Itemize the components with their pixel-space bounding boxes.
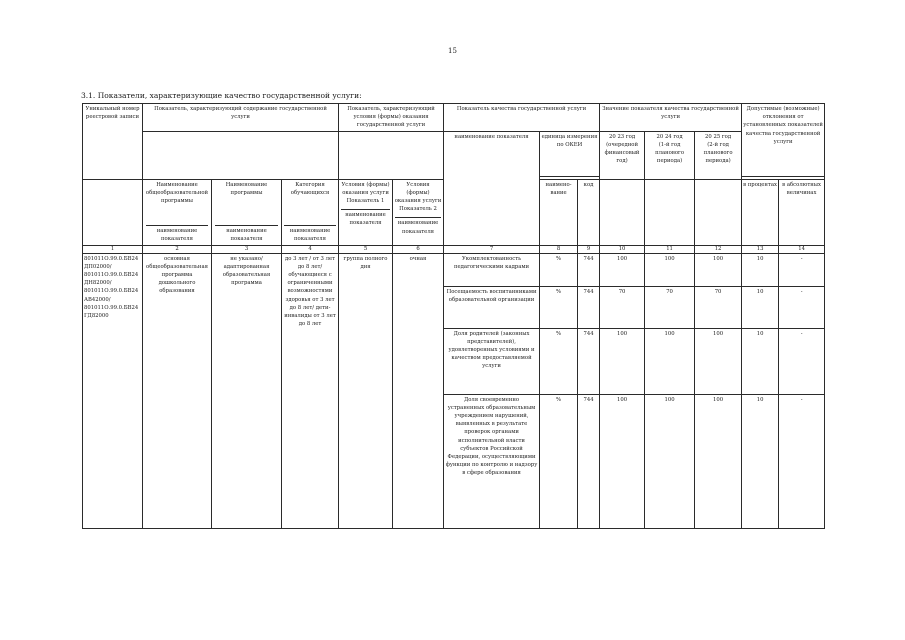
indicator-year-3: 70	[695, 286, 742, 328]
header-percent: в процентах	[742, 179, 779, 245]
category-value: до 3 лет / от 3 лет до 8 лет/ обучающиеся с ограниченными возможностями здоровья от 3 лет до 8 лет/ дети-инвалиды от 3 лет до 8 лет	[282, 253, 339, 528]
indicator-unit: %	[540, 286, 578, 328]
header-conditions-empty	[339, 131, 444, 179]
header-quality-group: Показатель качества государственной услуги	[444, 104, 600, 132]
col-number: 12	[695, 245, 742, 253]
indicator-deviation-percent: 10	[742, 253, 779, 286]
header-year-1-spacer	[600, 179, 645, 245]
condition-1-value: группа полного дня	[339, 253, 393, 528]
indicator-deviation-absolute: -	[779, 328, 825, 394]
header-indicator-name: наименование показателя	[444, 131, 540, 245]
col-number: 9	[578, 245, 600, 253]
header-values-group: Значение показателя качества государственной услуги	[600, 104, 742, 132]
indicator-code: 744	[578, 286, 600, 328]
program-value: не указано/ адаптированная образовательная программа	[212, 253, 282, 528]
header-year-3: 20 25 год (2-й год планового периода)	[695, 131, 742, 179]
indicator-year-2: 100	[645, 394, 695, 528]
col-number: 10	[600, 245, 645, 253]
header-unit-code: код	[578, 179, 600, 245]
quality-indicators-table	[82, 103, 825, 529]
indicator-name: Посещаемость воспитанниками образовательной организации	[444, 286, 540, 328]
program-type-value: основная общеобразовательная программа дошкольного образования	[143, 253, 212, 528]
col-number: 8	[540, 245, 578, 253]
header-registry-number: Уникальный номер реестровой записи	[83, 104, 143, 180]
registry-ids: 801011О.99.0.БВ24ДП02000/ 801011О.99.0.БВ24ДН82000/ 801011О.99.0.БВ24АВ42000/ 801011О.99.0.БВ24ГД82000	[83, 253, 143, 528]
indicator-year-3: 100	[695, 394, 742, 528]
header-content-empty	[143, 131, 339, 179]
indicator-year-1: 100	[600, 328, 645, 394]
header-unit-name: наимено-вание	[540, 179, 578, 245]
indicator-code: 744	[578, 253, 600, 286]
section-title: 3.1. Показатели, характеризующие качество государственной услуги:	[81, 91, 362, 100]
header-registry-spacer	[83, 179, 143, 245]
header-content-group: Показатель, характеризующий содержание государственной услуги	[143, 104, 339, 132]
header-year-2-spacer	[645, 179, 695, 245]
col-number: 1	[83, 245, 143, 253]
indicator-deviation-absolute: -	[779, 394, 825, 528]
header-condition-2: Условия (формы) оказания услуги Показатель 2 наименование показателя	[393, 179, 444, 245]
indicator-name: Укомплектованность педагогическими кадрами	[444, 253, 540, 286]
header-absolute: в абсолютных величинах	[779, 179, 825, 245]
col-number: 11	[645, 245, 695, 253]
col-number: 14	[779, 245, 825, 253]
indicator-code: 744	[578, 328, 600, 394]
indicator-unit: %	[540, 394, 578, 528]
col-number: 7	[444, 245, 540, 253]
indicator-deviation-percent: 10	[742, 328, 779, 394]
indicator-deviation-absolute: -	[779, 286, 825, 328]
header-unit: единица измерения по ОКЕИ	[540, 131, 600, 176]
indicator-year-3: 100	[695, 253, 742, 286]
col-number: 13	[742, 245, 779, 253]
indicator-year-1: 100	[600, 253, 645, 286]
col-number: 4	[282, 245, 339, 253]
indicator-year-2: 100	[645, 253, 695, 286]
header-year-2: 20 24 год (1-й год планового периода)	[645, 131, 695, 179]
indicator-deviation-percent: 10	[742, 394, 779, 528]
header-program-type: Наименование общеобразовательной программы наименование показателя	[143, 179, 212, 245]
page-number: 15	[448, 47, 457, 55]
col-number: 6	[393, 245, 444, 253]
indicator-year-1: 70	[600, 286, 645, 328]
header-conditions-group: Показатель, характеризующий условия (формы) оказания государственной услуги	[339, 104, 444, 132]
column-numbers-row	[83, 245, 825, 253]
table-row	[83, 253, 825, 286]
col-number: 2	[143, 245, 212, 253]
header-programs: Наименование программы наименование показателя	[212, 179, 282, 245]
indicator-year-2: 70	[645, 286, 695, 328]
header-year-3-spacer	[695, 179, 742, 245]
indicator-name: Доля родителей (законных представителей), удовлетворенных условиями и качеством предоставляемой услуги	[444, 328, 540, 394]
header-row-2	[83, 131, 825, 176]
indicator-year-2: 100	[645, 328, 695, 394]
col-number: 3	[212, 245, 282, 253]
header-deviation-group: Допустимые (возможные) отклонения от установленных показателей качества государственной услуги	[742, 104, 825, 177]
header-year-1: 20 23 год (очередной финансовый год)	[600, 131, 645, 179]
col-number: 5	[339, 245, 393, 253]
indicator-code: 744	[578, 394, 600, 528]
indicator-deviation-percent: 10	[742, 286, 779, 328]
indicator-unit: %	[540, 328, 578, 394]
header-category: Категория обучающихся наименование показателя	[282, 179, 339, 245]
indicator-year-1: 100	[600, 394, 645, 528]
header-condition-1: Условия (формы) оказания услуги Показатель 1 наименование показателя	[339, 179, 393, 245]
indicator-deviation-absolute: -	[779, 253, 825, 286]
indicator-name: Доля своевременно устраненных образовательным учреждением нарушений, выявленных в результате проверок органами исполнительной власти субъектов Российской Федерации, осуществляющими функции по контролю и надзору в сфере образования	[444, 394, 540, 528]
indicator-unit: %	[540, 253, 578, 286]
header-row-1	[83, 104, 825, 132]
condition-2-value: очная	[393, 253, 444, 528]
indicator-year-3: 100	[695, 328, 742, 394]
